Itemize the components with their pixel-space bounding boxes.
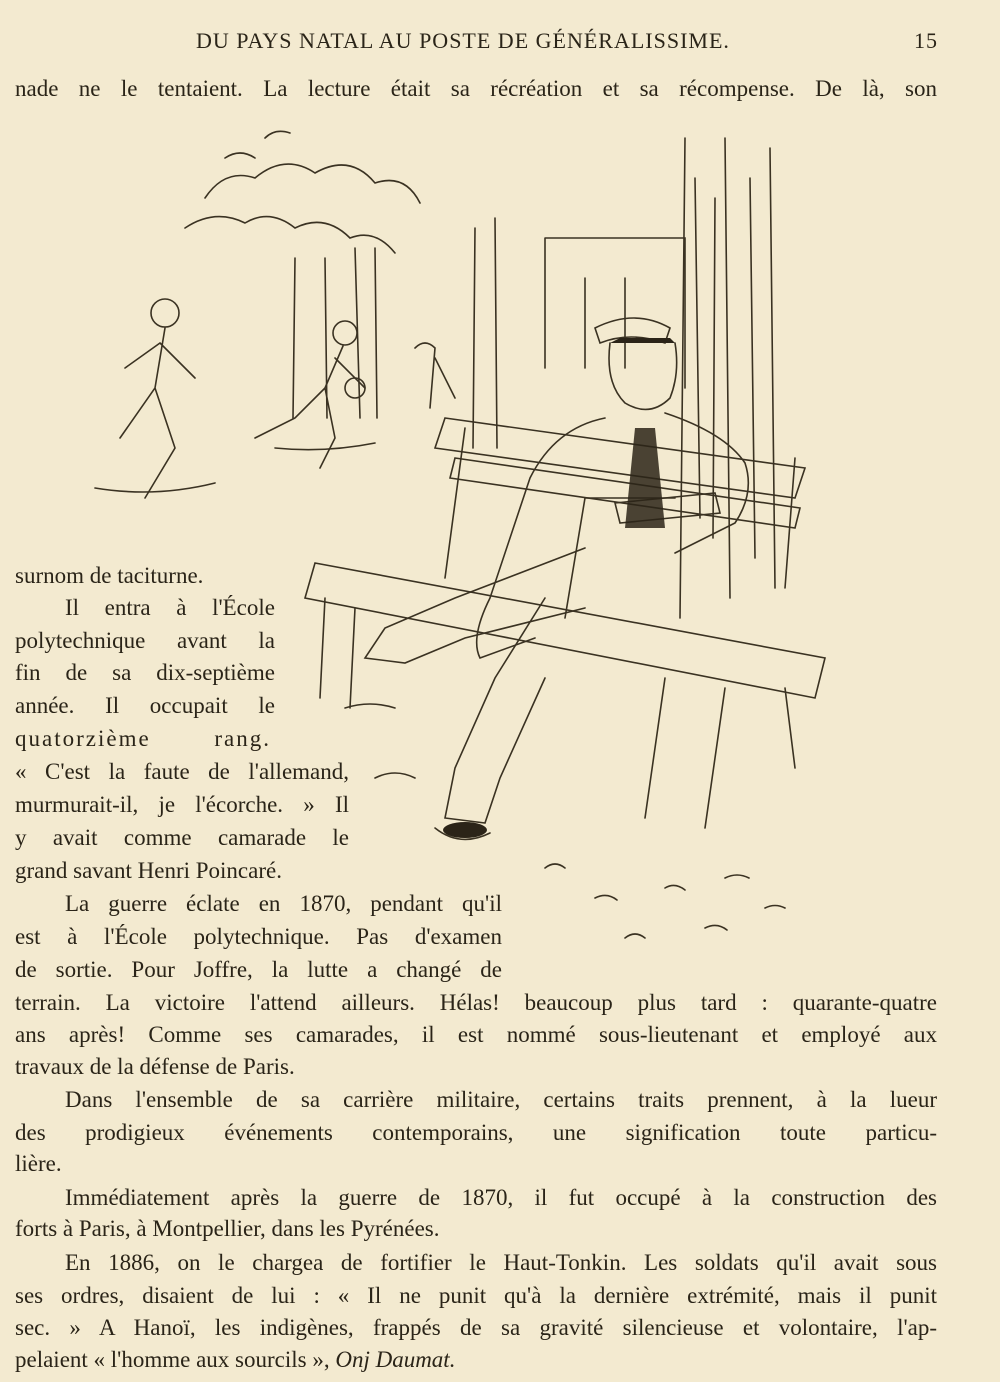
text-line: Immédiatement après la guerre de 1870, il fut occupé à la construction des [65, 1185, 937, 1210]
text-line: « C'est la faute de l'allemand, [15, 759, 349, 784]
text-line: année. Il occupait le [15, 693, 275, 718]
text-line: fin de sa dix-septième [15, 660, 275, 685]
text-line: polytechnique avant la [15, 628, 275, 653]
text-line: lière. [15, 1151, 62, 1176]
running-head [0, 28, 1000, 58]
text-line: nade ne le tentaient. La lecture était sa récréation et sa récompense. De là, son [15, 76, 937, 101]
text-line: Il entra à l'École [65, 595, 275, 620]
text-line-last-roman: pelaient « l'homme aux sourcils », [15, 1347, 336, 1372]
page-number: 15 [914, 28, 938, 53]
text-line: sec. » A Hanoï, les indigènes, frappés de sa gravité silencieuse et volontaire, l'ap- [15, 1315, 937, 1340]
text-line: est à l'École polytechnique. Pas d'examen [15, 924, 502, 949]
text-line-last-italic: Onj Daumat. [335, 1347, 456, 1372]
text-line: ses ordres, disaient de lui : « Il ne punit qu'à la dernière extrémité, mais il punit [15, 1283, 937, 1308]
text-line: de sortie. Pour Joffre, la lutte a changé de [15, 957, 502, 982]
text-line: ans après! Comme ses camarades, il est nommé sous-lieutenant et employé aux [15, 1022, 937, 1047]
text-line: travaux de la défense de Paris. [15, 1054, 295, 1079]
text-line: Dans l'ensemble de sa carrière militaire, certains traits prennent, à la lueur [65, 1087, 937, 1112]
text-line: y avait comme camarade le [15, 825, 349, 850]
text-line: quatorzième rang. [15, 726, 271, 751]
text-line: La guerre éclate en 1870, pendant qu'il [65, 891, 502, 916]
text-line: murmurait-il, je l'écorche. » Il [15, 792, 349, 817]
running-head-title: DU PAYS NATAL AU POSTE DE GÉNÉRALISSIME. [196, 28, 730, 53]
text-line: surnom de taciturne. [15, 563, 204, 588]
text-line: En 1886, on le chargea de fortifier le Haut-Tonkin. Les soldats qu'il avait sous [65, 1250, 937, 1275]
text-line: grand savant Henri Poincaré. [15, 858, 282, 883]
text-line: terrain. La victoire l'attend ailleurs. Hélas! beaucoup plus tard : quarante-quatre [15, 990, 937, 1015]
text-line: des prodigieux événements contemporains, une signification toute particu- [15, 1120, 937, 1145]
text-line: forts à Paris, à Montpellier, dans les Pyrénées. [15, 1216, 440, 1241]
text-line-last [15, 1344, 937, 1376]
